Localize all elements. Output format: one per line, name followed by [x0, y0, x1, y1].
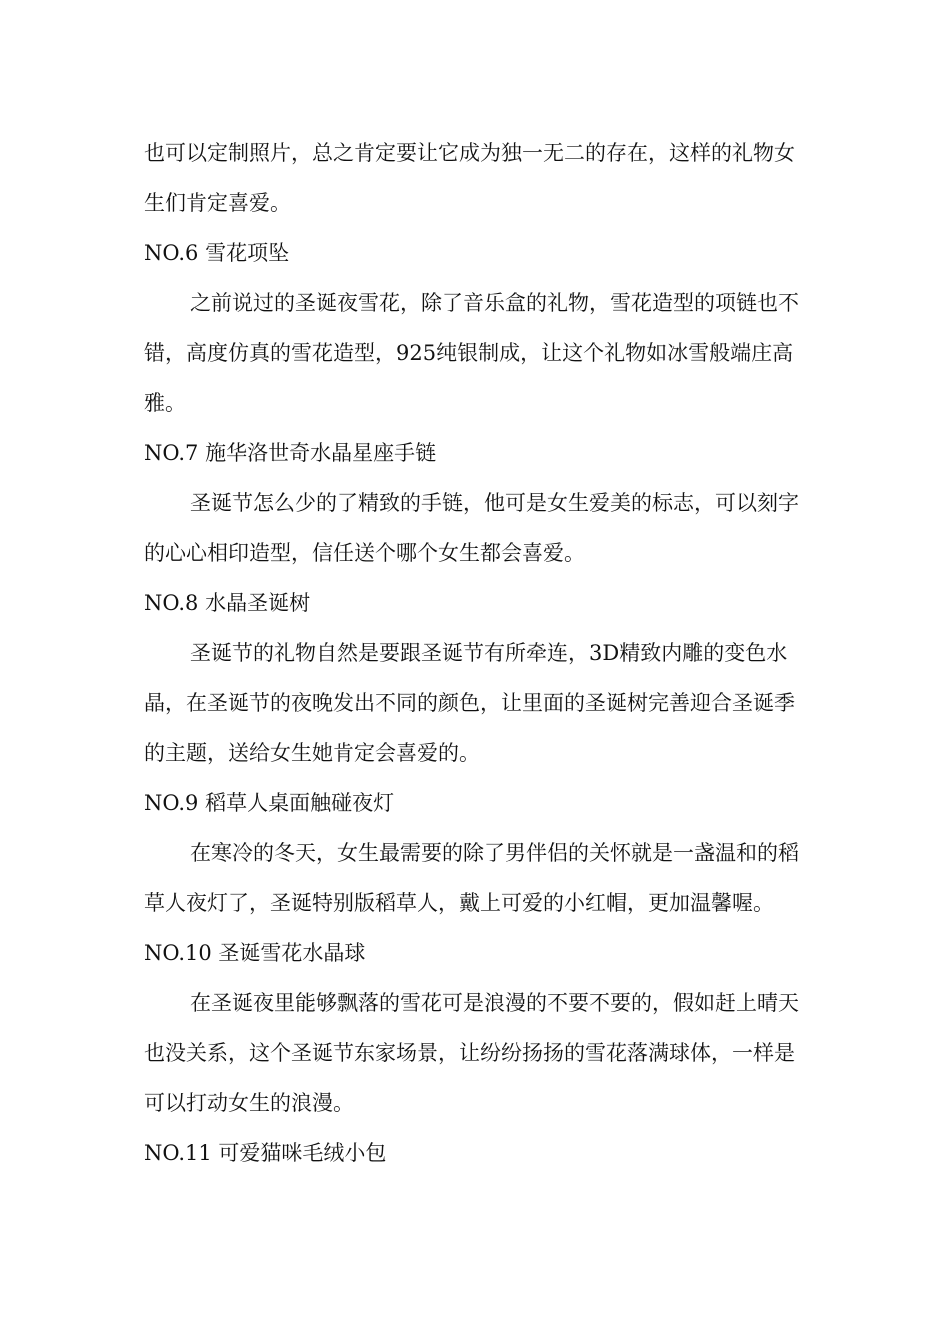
body-paragraph: 圣诞节的礼物自然是要跟圣诞节有所牵连，3D精致内雕的变色水晶，在圣诞节的夜晚发出不同的颜色，让里面的圣诞树完善迎合圣诞季的主题，送给女生她肯定会喜爱的。 — [144, 641, 795, 765]
item-heading: NO.10 圣诞雪花水晶球 — [144, 941, 366, 965]
item-heading: NO.8 水晶圣诞树 — [144, 591, 311, 615]
item-heading: NO.11 可爱猫咪毛绒小包 — [144, 1141, 387, 1165]
item-heading: NO.6 雪花项坠 — [144, 241, 290, 265]
body-paragraph: 在寒冷的冬天，女生最需要的除了男伴侣的关怀就是一盏温和的稻草人夜灯了，圣诞特别版稻草人，戴上可爱的小红帽，更加温馨喔。 — [144, 841, 799, 915]
body-paragraph: 之前说过的圣诞夜雪花，除了音乐盒的礼物，雪花造型的项链也不错，高度仿真的雪花造型，925纯银制成，让这个礼物如冰雪般端庄高雅。 — [144, 291, 799, 415]
body-paragraph: 也可以定制照片，总之肯定要让它成为独一无二的存在，这样的礼物女生们肯定喜爱。 — [144, 141, 795, 215]
body-paragraph: 圣诞节怎么少的了精致的手链，他可是女生爱美的标志，可以刻字的心心相印造型，信任送个哪个女生都会喜爱。 — [144, 491, 799, 565]
document-body — [144, 128, 812, 1178]
body-paragraph: 在圣诞夜里能够飘落的雪花可是浪漫的不要不要的，假如赶上晴天也没关系，这个圣诞节东家场景，让纷纷扬扬的雪花落满球体，一样是可以打动女生的浪漫。 — [144, 991, 799, 1115]
item-heading: NO.9 稻草人桌面触碰夜灯 — [144, 791, 395, 815]
item-heading: NO.7 施华洛世奇水晶星座手链 — [144, 441, 437, 465]
